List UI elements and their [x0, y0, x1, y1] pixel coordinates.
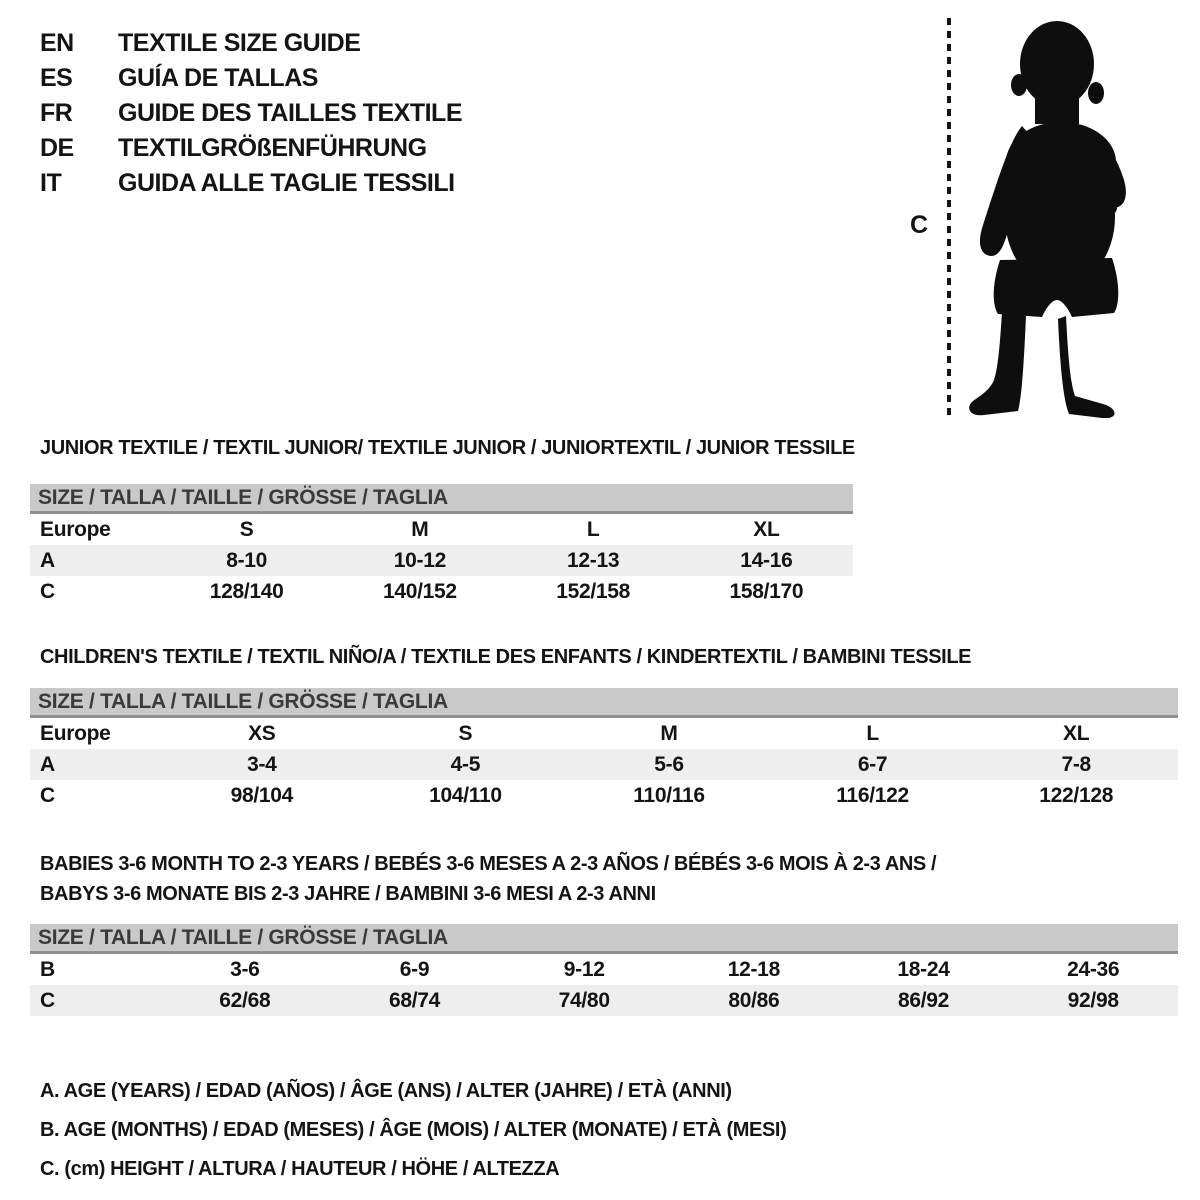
age-cell: 14-16 — [740, 549, 793, 572]
size-cell: L — [866, 722, 879, 745]
height-cell: 80/86 — [728, 989, 780, 1012]
language-list — [40, 26, 462, 201]
size-header-bar: SIZE / TALLA / TAILLE / GRÖSSE / TAGLIA — [30, 924, 1178, 954]
height-dashed-line — [947, 18, 951, 418]
height-cell: 152/158 — [556, 580, 631, 603]
age-cell: 9-12 — [563, 958, 605, 981]
height-measure-label: C — [910, 211, 929, 239]
table-row-height — [30, 780, 1178, 811]
age-cell: 5-6 — [654, 753, 684, 776]
age-cell: 10-12 — [393, 549, 446, 572]
language-title: GUÍA DE TALLAS — [118, 64, 318, 92]
size-cell: S — [458, 722, 473, 745]
junior-size-table — [30, 484, 853, 607]
language-code: FR — [40, 99, 73, 127]
row-label: A — [40, 549, 55, 572]
height-cell: 140/152 — [382, 580, 457, 603]
babies-size-table — [30, 924, 1178, 1016]
size-cell: XL — [1063, 722, 1090, 745]
footnote-c: C. (cm) HEIGHT / ALTURA / HAUTEUR / HÖHE / ALTEZZA — [40, 1158, 560, 1180]
age-cell: 6-9 — [399, 958, 430, 981]
table-row-europe — [30, 514, 853, 545]
row-label: Europe — [40, 518, 111, 541]
section-title-babies-line1: BABIES 3-6 MONTH TO 2-3 YEARS / BEBÉS 3-6 MESES A 2-3 AÑOS / BÉBÉS 3-6 MOIS À 2-3 ANS / — [40, 853, 937, 875]
height-cell: 110/116 — [633, 784, 705, 807]
height-cell: 62/68 — [219, 989, 271, 1012]
row-label: C — [40, 580, 55, 603]
language-title: TEXTILGRÖßENFÜHRUNG — [118, 134, 427, 162]
age-cell: 12-18 — [727, 958, 780, 981]
size-cell: M — [411, 518, 429, 541]
row-label: Europe — [40, 722, 111, 745]
size-header-bar: SIZE / TALLA / TAILLE / GRÖSSE / TAGLIA — [30, 688, 1178, 718]
height-cell: 116/122 — [836, 784, 909, 807]
language-title: GUIDE DES TAILLES TEXTILE — [118, 99, 463, 127]
table-row-age — [30, 545, 853, 576]
section-title-children: CHILDREN'S TEXTILE / TEXTIL NIÑO/A / TEXTILE DES ENFANTS / KINDERTEXTIL / BAMBINI TESSILE — [40, 646, 972, 668]
age-cell: 18-24 — [897, 958, 950, 981]
table-row-height — [30, 576, 853, 607]
age-cell: 6-7 — [857, 753, 888, 776]
language-row-it — [40, 166, 462, 201]
table-row-age-months — [30, 954, 1178, 985]
row-label: C — [40, 989, 55, 1012]
toddler-silhouette-icon — [964, 12, 1140, 418]
age-cell: 3-4 — [247, 753, 277, 776]
age-cell: 3-6 — [230, 958, 260, 981]
table-row-europe — [30, 718, 1178, 749]
language-row-es — [40, 61, 462, 96]
language-title: TEXTILE SIZE GUIDE — [118, 29, 361, 57]
language-row-de — [40, 131, 462, 166]
row-label: A — [40, 753, 55, 776]
language-code: ES — [40, 64, 73, 92]
language-code: DE — [40, 134, 74, 162]
row-label: B — [40, 958, 55, 981]
size-cell: L — [586, 518, 600, 541]
age-cell: 7-8 — [1061, 753, 1091, 776]
size-header-bar: SIZE / TALLA / TAILLE / GRÖSSE / TAGLIA — [30, 484, 853, 514]
height-cell: 68/74 — [388, 989, 441, 1012]
height-cell: 98/104 — [230, 784, 294, 807]
footnote-legend — [40, 1072, 786, 1189]
size-cell: S — [239, 518, 254, 541]
section-title-babies-line2: BABYS 3-6 MONATE BIS 2-3 JAHRE / BAMBINI 3-6 MESI A 2-3 ANNI — [40, 883, 656, 905]
age-cell: 8-10 — [226, 549, 268, 572]
table-row-age — [30, 749, 1178, 780]
children-size-table — [30, 688, 1178, 811]
height-cell: 104/110 — [429, 784, 502, 807]
language-title: GUIDA ALLE TAGLIE TESSILI — [118, 169, 455, 197]
row-label: C — [40, 784, 55, 807]
age-cell: 4-5 — [450, 753, 481, 776]
height-cell: 128/140 — [209, 580, 284, 603]
height-cell: 122/128 — [1039, 784, 1114, 807]
height-cell: 158/170 — [729, 580, 804, 603]
language-code: IT — [40, 169, 62, 197]
height-cell: 86/92 — [897, 989, 950, 1012]
language-code: EN — [40, 29, 74, 57]
age-cell: 24-36 — [1067, 958, 1120, 981]
size-cell: XS — [248, 722, 276, 745]
size-cell: M — [660, 722, 678, 745]
language-row-fr — [40, 96, 462, 131]
footnote-a: A. AGE (YEARS) / EDAD (AÑOS) / ÂGE (ANS) / ALTER (JAHRE) / ETÀ (ANNI) — [40, 1080, 732, 1102]
footnote-b: B. AGE (MONTHS) / EDAD (MESES) / ÂGE (MOIS) / ALTER (MONATE) / ETÀ (MESI) — [40, 1119, 787, 1141]
age-cell: 12-13 — [567, 549, 620, 572]
language-row-en — [40, 26, 462, 61]
table-row-height — [30, 985, 1178, 1016]
height-cell: 74/80 — [558, 989, 610, 1012]
section-title-junior: JUNIOR TEXTILE / TEXTIL JUNIOR/ TEXTILE JUNIOR / JUNIORTEXTIL / JUNIOR TESSILE — [40, 437, 855, 459]
size-cell: XL — [753, 518, 780, 541]
height-cell: 92/98 — [1067, 989, 1119, 1012]
